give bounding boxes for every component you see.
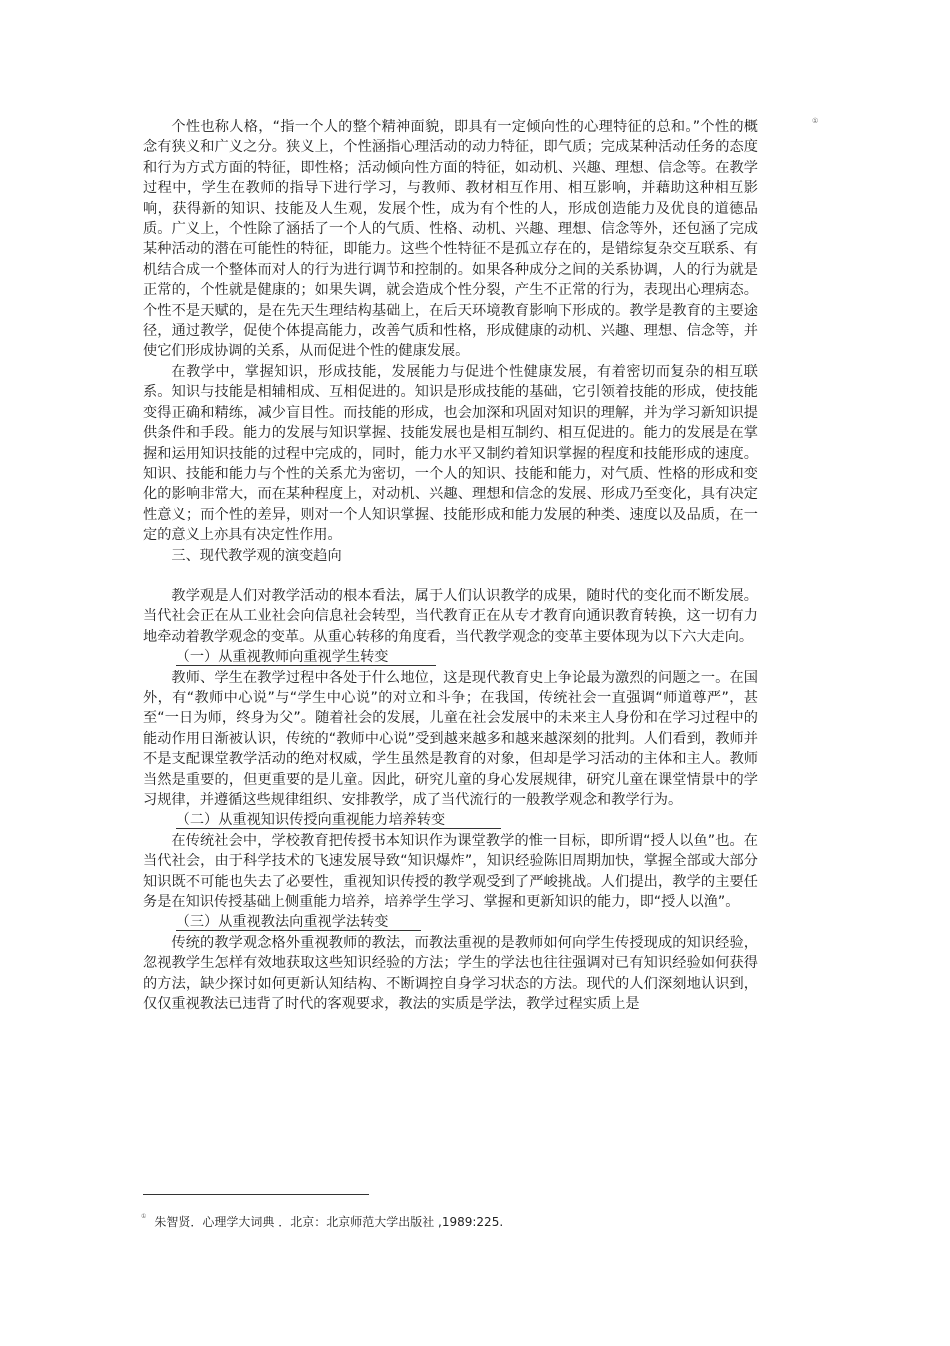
footnote-reference-mark: ① [812, 117, 819, 125]
footnote-text: 朱智贤．心理学大词典 ．北京：北京师范大学出版社 ,1989:225. [154, 1215, 504, 1229]
subheading-2 [143, 810, 758, 830]
subheading-2-text: （二）从重视知识传授向重视能力培养转变 [176, 812, 501, 829]
subheading-3-text: （三）从重视教法向重视学法转变 [176, 914, 421, 931]
paragraph-knowledge-skills: 在教学中，掌握知识，形成技能，发展能力与促进个性健康发展，有着密切而复杂的相互联系。知识与技能是相辅相成、互相促进的。知识是形成技能的基础，它引领着技能的形成，使技能变得正确和精练，减少盲目性。而技能的形成，也会加深和巩固对知识的理解，并为学习新知识提供条件和手段。能力的发展与知识掌握、技能发展也是相互制约、相互促进的。能力的发展是在掌握和运用知识技能的过程中完成的，同时，能力水平又制约着知识掌握的程度和技能形成的速度。知识、技能和能力与个性的关系尤为密切，一个人的知识、技能和能力，对气质、性格的形成和变化的影响非常大，而在某种程度上，对动机、兴趣、理想和信念的发展、形成乃至变化，具有决定性意义；而个性的差异，则对一个人知识掌握、技能形成和能力发展的种类、速度以及品质，在一定的意义上亦具有决定性作用。 [143, 363, 758, 544]
section-heading-3: 三、现代教学观的演变趋向 [171, 547, 342, 564]
subheading-1 [143, 647, 758, 667]
paragraph-teacher-student: 教师、学生在教学过程中各处于什么地位，这是现代教育史上争论最为激烈的问题之一。在国外，有“教师中心说”与“学生中心说”的对立和斗争；在我国，传统社会一直强调“师道尊严”，甚至“一日为师，终身为父”。随着社会的发展，儿童在社会发展中的未来主人身份和在学习过程中的能动作用日渐被认识，传统的“教师中心说”受到越来越多和越来越深刻的批判。人们看到，教师并不是支配课堂教学活动的绝对权威，学生虽然是教育的对象，但却是学习活动的主体和主人。教师当然是重要的，但更重要的是儿童。因此，研究儿童的身心发展规律，研究儿童在课堂情景中的学习规律，并遵循这些规律组织、安排教学，成了当代流行的一般教学观念和教学行为。 [143, 669, 758, 808]
paragraph-teaching-learning-method: 传统的教学观念格外重视教师的教法，而教法重视的是教师如何向学生传授现成的知识经验，忽视教学生怎样有效地获取这些知识经验的方法；学生的学法也往往强调对已有知识经验如何获得的方法，缺少探讨如何更新认知结构、不断调控自身学习状态的方法。现代的人们深刻地认识到，仅仅重视教法已违背了时代的客观要求，教法的实质是学法，教学过程实质上是 [143, 934, 758, 1013]
footnote-mark: ① [141, 1213, 147, 1220]
body-text [143, 117, 758, 1014]
paragraph-teaching-view: 教学观是人们对教学活动的根本看法，属于人们认识教学的成果，随时代的变化而不断发展。当代社会正在从工业社会向信息社会转型，当代教育正在从专才教育向通识教育转换，这一切有力地牵动着教学观念的变革。从重心转移的角度看，当代教学观念的变革主要体现为以下六大走向。 [143, 587, 758, 645]
subheading-1-text: （一）从重视教师向重视学生转变 [176, 649, 436, 666]
subheading-3 [143, 912, 758, 932]
paragraph-knowledge-ability: 在传统社会中，学校教育把传授书本知识作为课堂教学的惟一目标，即所谓“授人以鱼”也。在当代社会，由于科学技术的飞速发展导致“知识爆炸”，知识经验陈旧周期加快，掌握全部或大部分知识既不可能也失去了必要性，重视知识传授的教学观受到了严峻挑战。人们提出，教学的主要任务是在知识传授基础上侧重能力培养，培养学生学习、掌握和更新知识的能力，即“授人以渔”。 [143, 832, 758, 911]
paragraph-personality: 个性也称人格，“指一个人的整个精神面貌，即具有一定倾向性的心理特征的总和。”个性的概念有狭义和广义之分。狭义上，个性涵指心理活动的动力特征，即气质；完成某种活动任务的态度和行为方式方面的特征，即性格；活动倾向性方面的特征，如动机、兴趣、理想、信念等。在教学过程中，学生在教师的指导下进行学习，与教师、教材相互作用、相互影响，并藉助这种相互影响，获得新的知识、技能及人生观，发展个性，成为有个性的人，形成创造能力及优良的道德品质。广义上，个性除了涵括了一个人的气质、性格、动机、兴趣、理想、信念等外，还包涵了完成某种活动的潜在可能性的特征，即能力。这些个性特征不是孤立存在的，是错综复杂交互联系、有机结合成一个整体而对人的行为进行调节和控制的。如果各种成分之间的关系协调，人的行为就是正常的，个性就是健康的；如果失调，就会造成个性分裂，产生不正常的行为，表现出心理病态。个性不是天赋的，是在先天生理结构基础上，在后天环境教育影响下形成的。教学是教育的主要途径，通过教学，促使个体提高能力，改善气质和性格，形成健康的动机、兴趣、理想、信念等，并使它们形成协调的关系，从而促进个性的健康发展。 [143, 119, 758, 360]
footnote [141, 1213, 503, 1230]
footnote-divider [143, 1194, 369, 1195]
